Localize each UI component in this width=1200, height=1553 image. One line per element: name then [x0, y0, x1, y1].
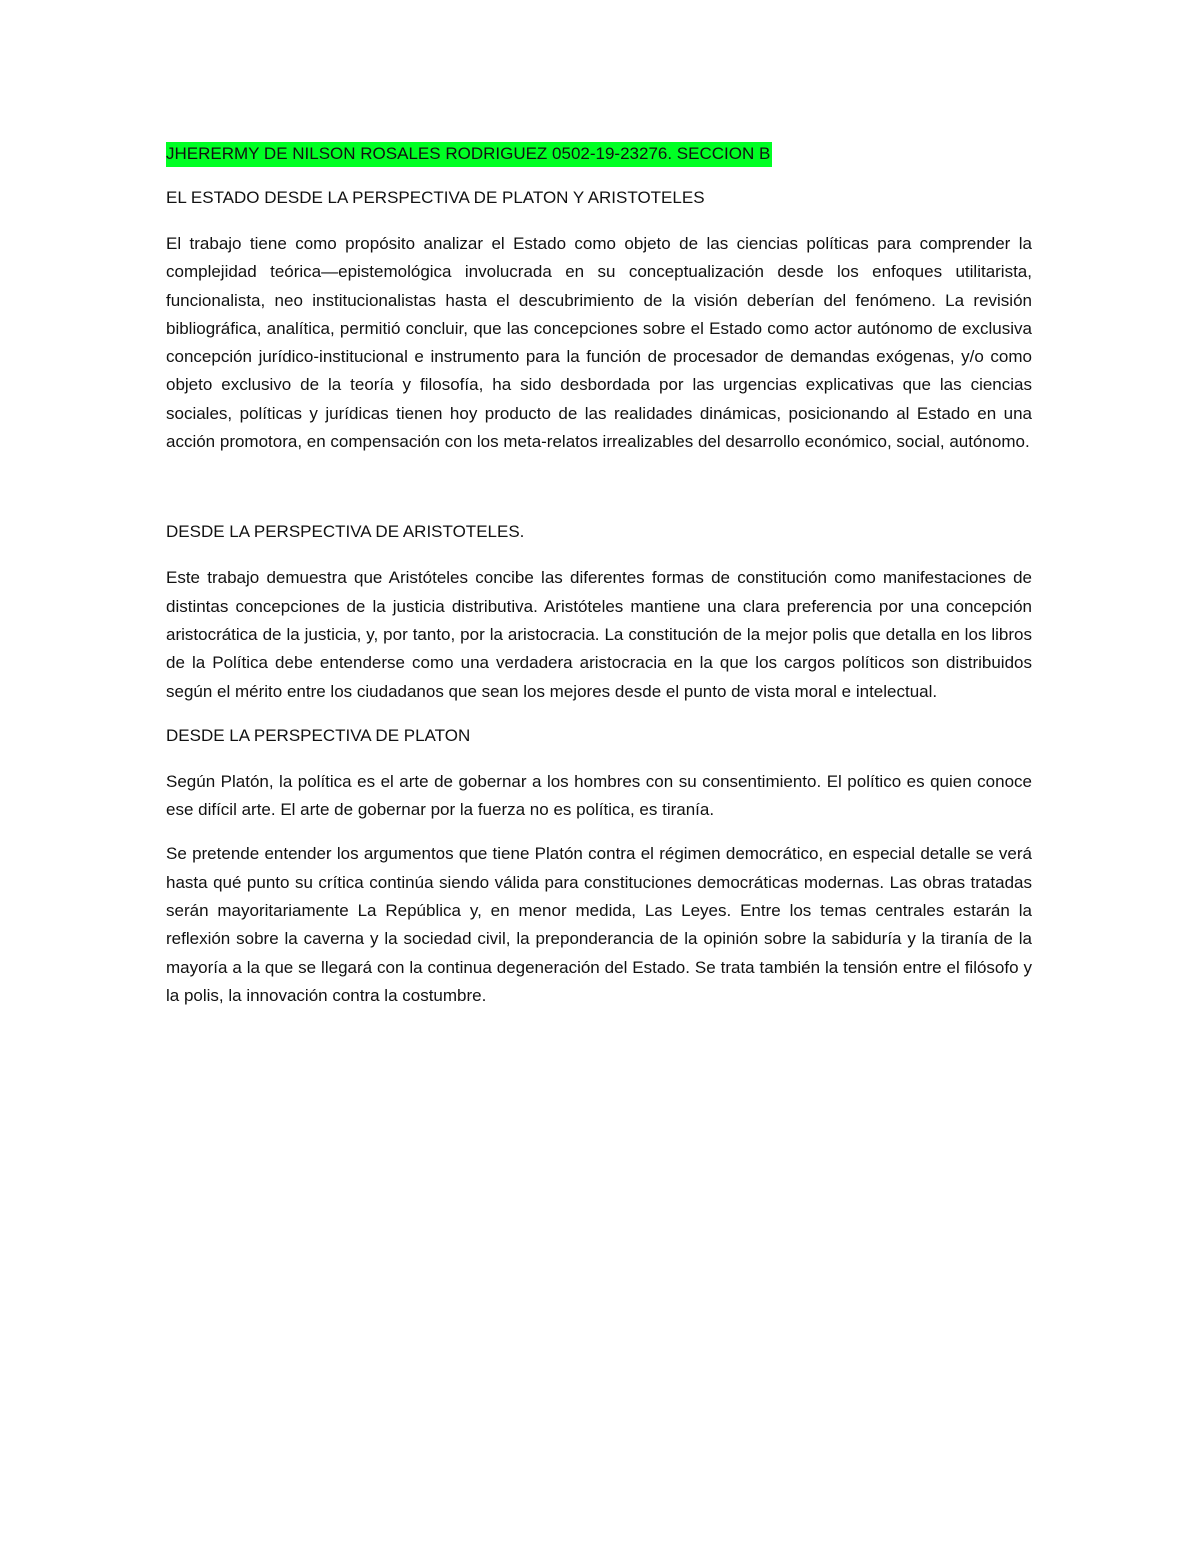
platon-paragraph-1: Según Platón, la política es el arte de gobernar a los hombres con su consentimiento. El político es quien conoce ese difícil arte. El arte de gobernar por la fuerza no es política, es tiranía.: [166, 771, 1032, 820]
author-header: [166, 140, 1032, 168]
document-body: [166, 140, 1032, 1010]
author-header-highlight: JHERERMY DE NILSON ROSALES RODRIGUEZ 0502-19-23276. SECCION B: [166, 142, 772, 167]
aristoteles-paragraph: Este trabajo demuestra que Aristóteles concibe las diferentes formas de constitución como manifestaciones de distintas concepciones de la justicia distributiva. Aristóteles mantiene una clara preferencia por una concepción aristocrática de la justicia, y, por tanto, por la aristocracia. La constitución de la mejor polis que detalla en los libros de la Política debe entenderse como una verdadera aristocracia en la que los cargos políticos son distribuidos según el mérito entre los ciudadanos que sean los mejores desde el punto de vista moral e intelectual.: [166, 568, 1032, 701]
intro-paragraph: El trabajo tiene como propósito analizar el Estado como objeto de las ciencias políticas para comprender la complejidad teórica—epistemológica involucrada en su conceptualización desde los enfoques utilitarista, funcionalista, neo institucionalistas hasta el descubrimiento de la visión deberían del fenómeno. La revisión bibliográfica, analítica, permitió concluir, que las concepciones sobre el Estado como actor autónomo de exclusiva concepción jurídico-institucional e instrumento para la función de procesador de demandas exógenas, y/o como objeto exclusivo de la teoría y filosofía, ha sido desbordada por las urgencias explicativas que las ciencias sociales, políticas y jurídicas tienen hoy producto de las realidades dinámicas, posicionando al Estado en una acción promotora, en compensación con los meta-relatos irrealizables del desarrollo económico, social, autónomo.: [166, 234, 1032, 452]
platon-section-title: DESDE LA PERSPECTIVA DE PLATON: [166, 725, 471, 745]
aristoteles-section-title: DESDE LA PERSPECTIVA DE ARISTOTELES.: [166, 522, 525, 542]
document-title: EL ESTADO DESDE LA PERSPECTIVA DE PLATON Y ARISTOTELES: [166, 188, 705, 207]
platon-paragraph-2: Se pretende entender los argumentos que tiene Platón contra el régimen democrático, en especial detalle se verá hasta qué punto su crítica continúa siendo válida para constituciones democráticas modernas. Las obras tratadas serán mayoritariamente La República y, en menor medida, Las Leyes. Entre los temas centrales estarán la reflexión sobre la caverna y la sociedad civil, la preponderancia de la opinión sobre la sabiduría y la tiranía de la mayoría a la que se llegará con la continua degeneración del Estado. Se trata también la tensión entre el filósofo y la polis, la innovación contra la costumbre.: [166, 844, 1032, 1005]
